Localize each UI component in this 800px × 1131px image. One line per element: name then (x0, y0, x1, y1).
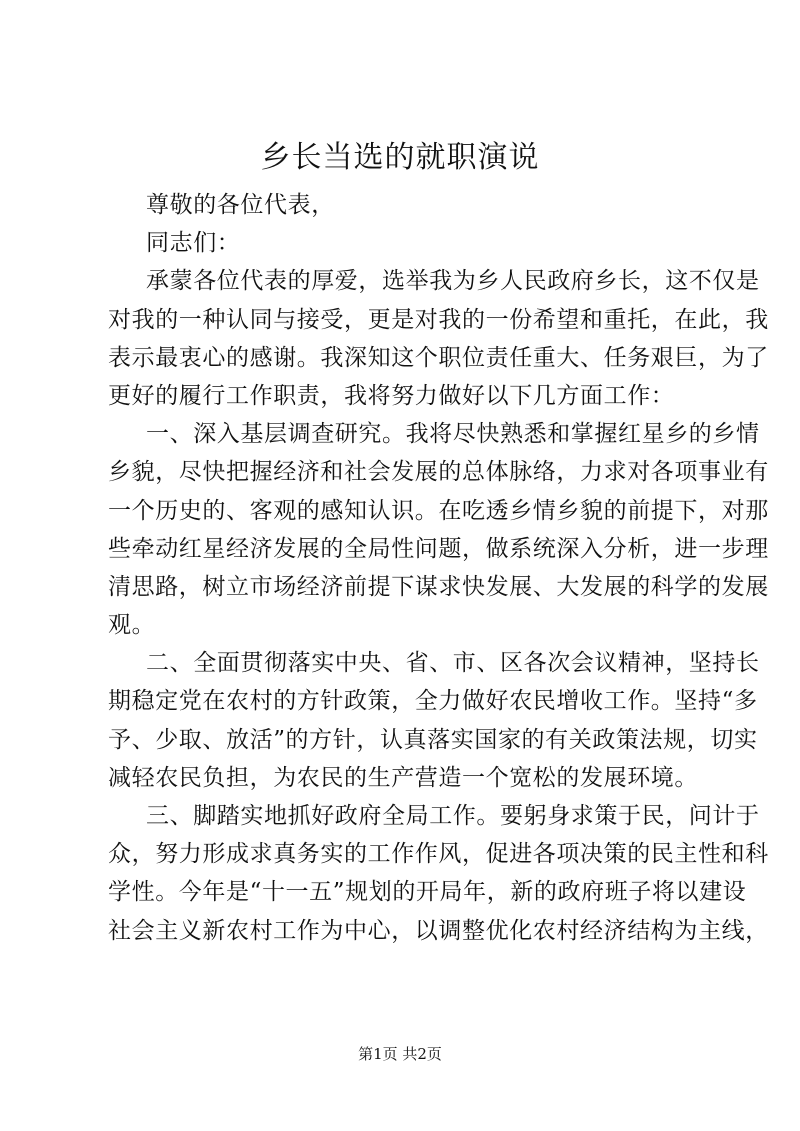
paragraph-line: 一、深入基层调查研究。我将尽快熟悉和掌握红星乡的乡情 (146, 421, 760, 448)
paragraph-line: 表示最衷心的感谢。我深知这个职位责任重大、任务艰巨，为了 (108, 344, 769, 371)
document-body (108, 186, 769, 950)
paragraph-line: 期稳定党在农村的方针政策，全力做好农民增收工作。坚持“多 (108, 688, 758, 715)
paragraph-line: 些牵动红星经济发展的全局性问题，做系统深入分析，进一步理 (108, 535, 769, 562)
paragraph-line: 学性。今年是“十一五”规划的开局年，新的政府班子将以建设 (108, 879, 747, 906)
paragraph-line: 承蒙各位代表的厚爱，选举我为乡人民政府乡长，这不仅是 (146, 268, 760, 295)
page-number: 第1页 共2页 (358, 1045, 442, 1063)
paragraph-line: 更好的履行工作职责，我将努力做好以下几方面工作： (108, 382, 675, 409)
paragraph-line: 一个历史的、客观的感知认识。在吃透乡情乡貌的前提下，对那 (108, 497, 769, 524)
salutation-line: 同志们： (146, 230, 241, 257)
paragraph-line: 三、脚踏实地抓好政府全局工作。要躬身求策于民，问计于 (146, 803, 760, 829)
document-title: 乡长当选的就职演说 (260, 140, 540, 175)
paragraph-line: 对我的一种认同与接受，更是对我的一份希望和重托，在此，我 (108, 306, 769, 333)
paragraph-line: 众，努力形成求真务实的工作作风，促进各项决策的民主性和科 (108, 841, 769, 868)
paragraph-line: 予、少取、放活”的方针，认真落实国家的有关政策法规，切实 (108, 726, 758, 753)
paragraph-line: 二、全面贯彻落实中央、省、市、区各次会议精神，坚持长 (146, 650, 760, 677)
salutation-line: 尊敬的各位代表， (146, 192, 335, 218)
paragraph-line: 清思路，树立市场经济前提下谋求快发展、大发展的科学的发展 (108, 573, 769, 600)
paragraph-line: 观。 (108, 612, 156, 639)
paragraph-line: 乡貌，尽快把握经济和社会发展的总体脉络，力求对各项事业有 (108, 459, 769, 486)
paragraph-line: 社会主义新农村工作为中心，以调整优化农村经济结构为主线， (108, 917, 769, 944)
paragraph-line: 减轻农民负担，为农民的生产营造一个宽松的发展环境。 (108, 764, 698, 791)
